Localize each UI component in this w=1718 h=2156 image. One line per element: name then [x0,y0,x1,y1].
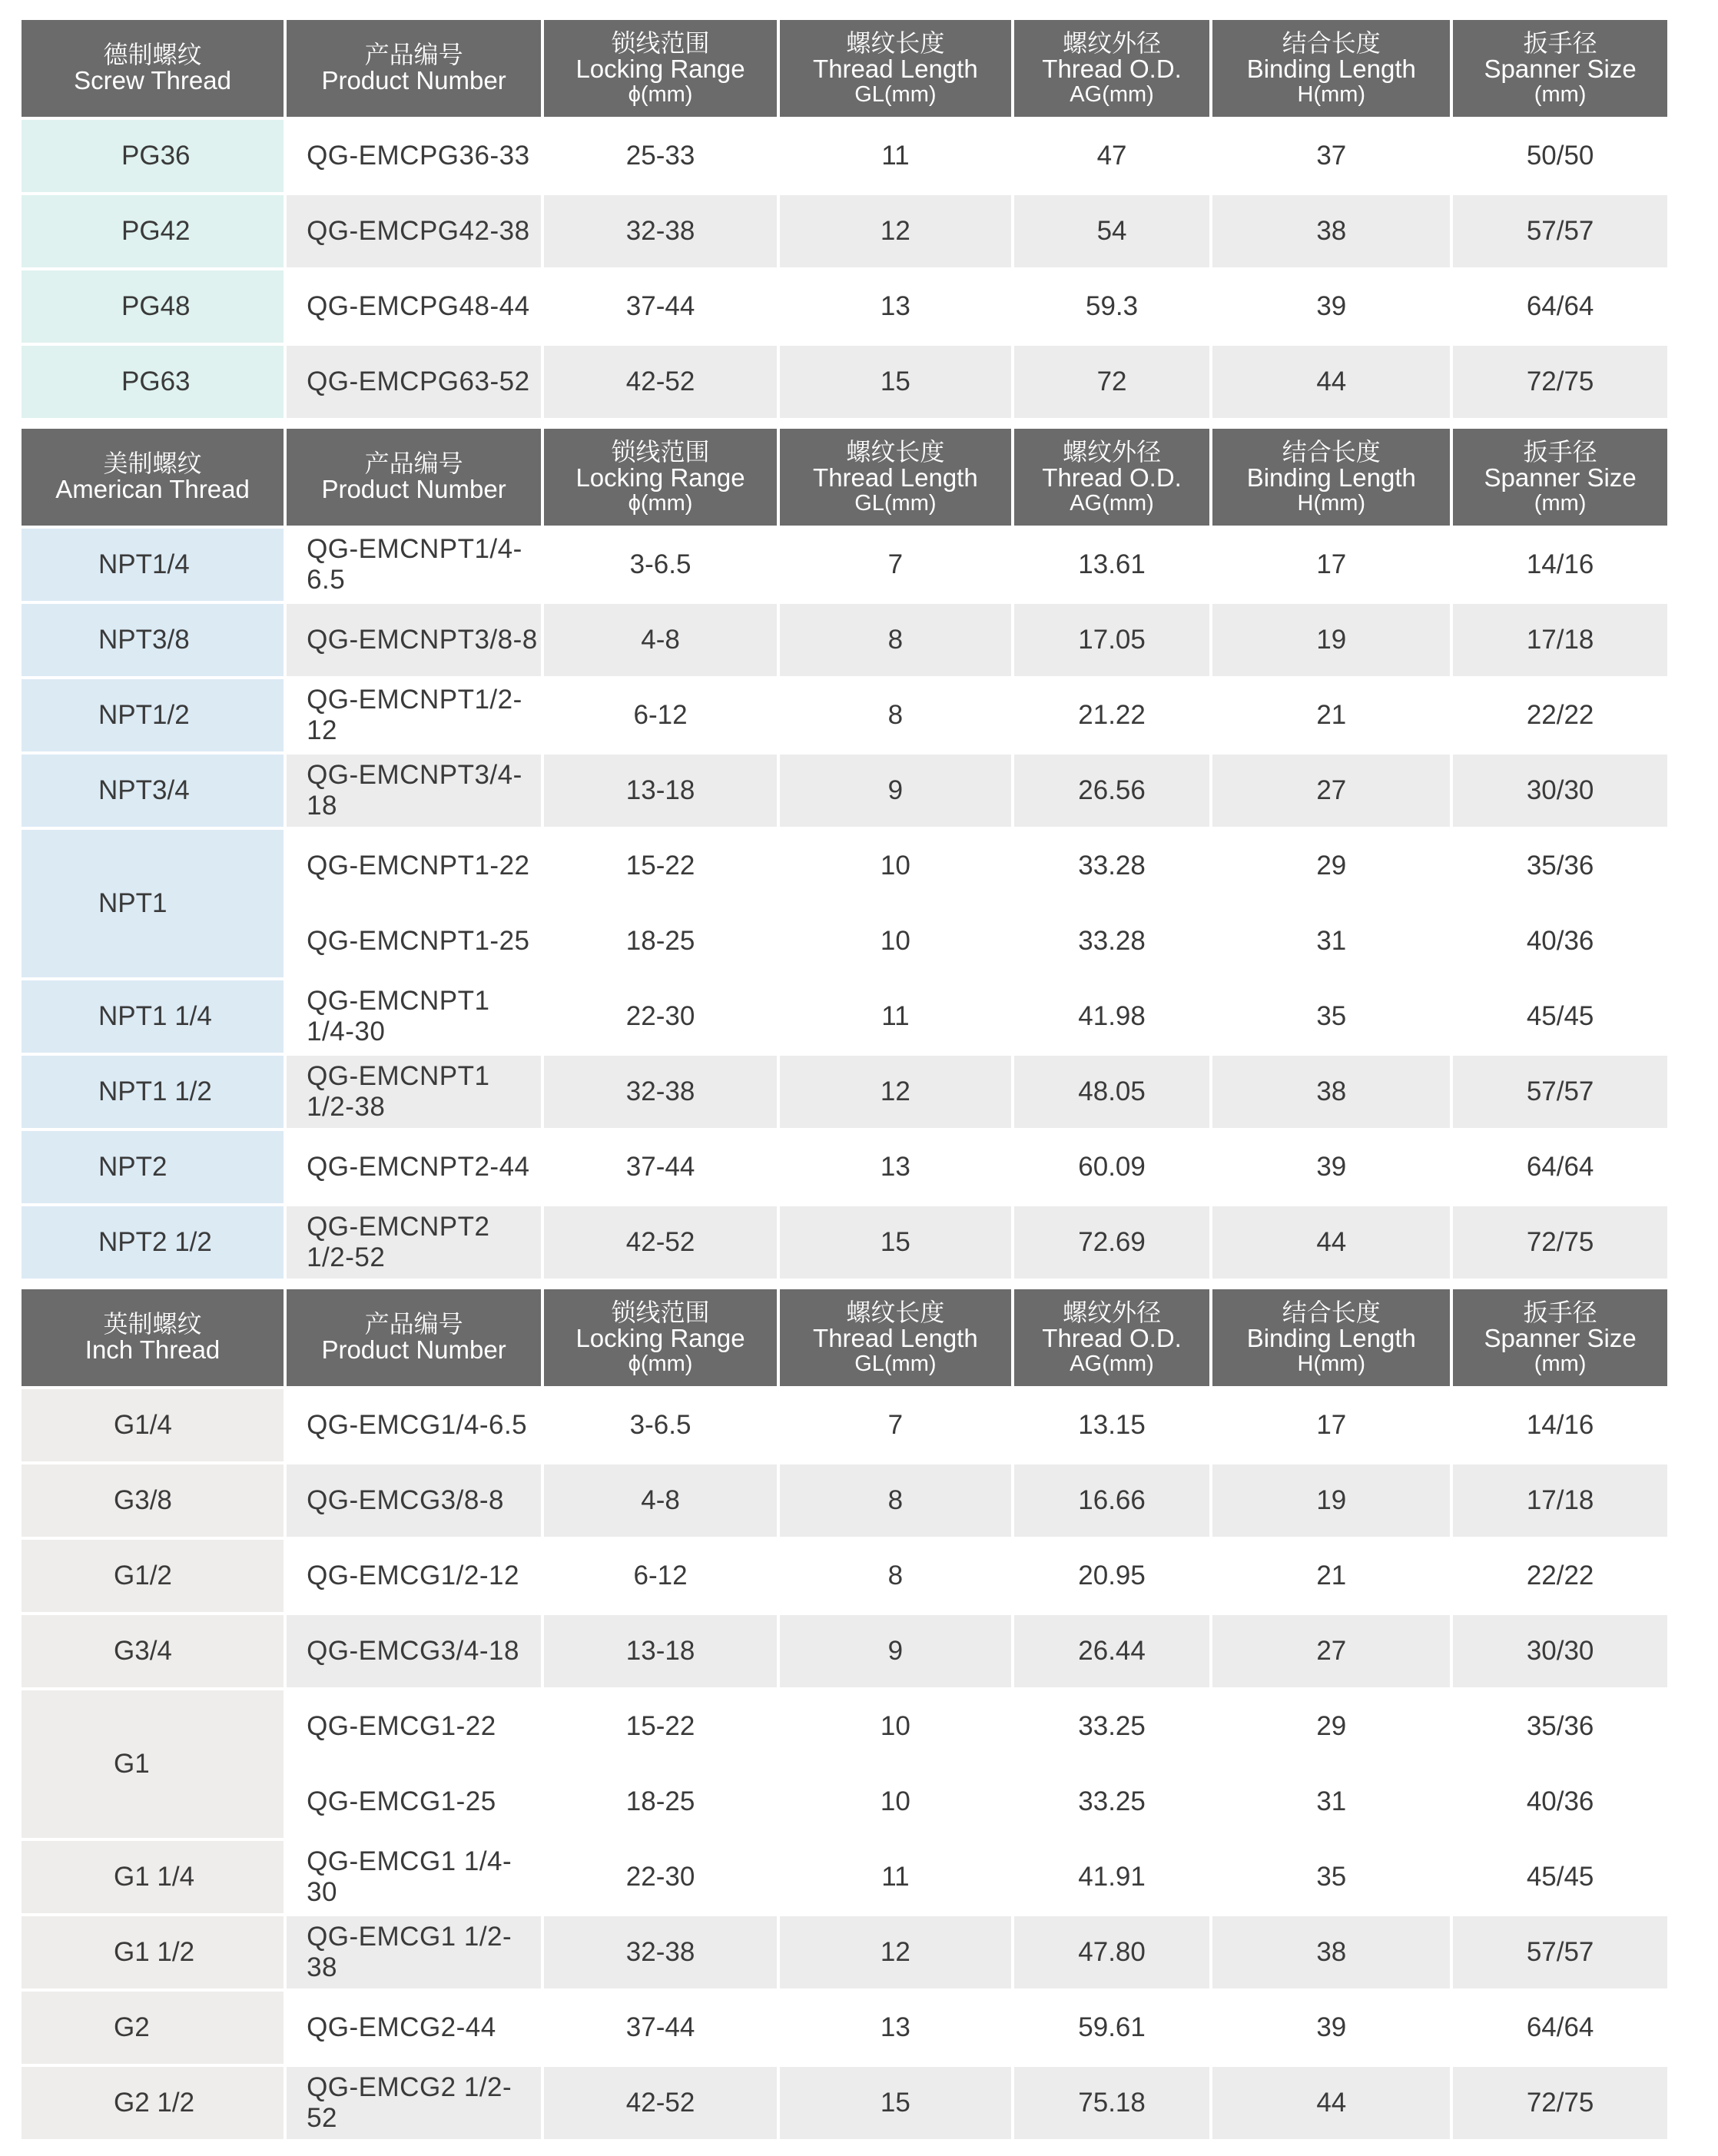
product-number-cell: QG-EMCNPT3/8-8 [287,604,541,676]
spanner-size-cell: 35/36 [1453,1690,1667,1763]
spanner-size-cell: 64/64 [1453,1131,1667,1203]
product-number-cell: QG-EMCNPT1-25 [287,905,541,977]
table-header-row [22,1289,1667,1386]
locking-range-cell: 37-44 [544,1131,777,1203]
binding-length-cell: 39 [1212,1992,1450,2064]
thread-od-cell: 60.09 [1014,1131,1210,1203]
thread-cell: NPT1 [22,830,284,977]
thread-od-cell: 26.56 [1014,755,1210,827]
thread-cell: G1/4 [22,1389,284,1461]
table-row [22,1615,1667,1687]
product-number-cell: QG-EMCG1-25 [287,1766,541,1838]
table-row [22,980,1667,1053]
locking-range-cell: 13-18 [544,755,777,827]
thread-od-cell: 17.05 [1014,604,1210,676]
table-row [22,270,1667,343]
product-number-cell: QG-EMCPG42-38 [287,195,541,267]
thread-cell: NPT2 [22,1131,284,1203]
spanner-size-cell: 40/36 [1453,905,1667,977]
thread-length-cell: 15 [780,2067,1011,2139]
thread-cell: G1 1/2 [22,1916,284,1988]
thread-od-cell: 26.44 [1014,1615,1210,1687]
binding-length-cell: 44 [1212,1206,1450,1279]
header-thread-length: 螺纹长度 Thread Length GL(mm) [780,20,1011,117]
spanner-size-cell: 45/45 [1453,1841,1667,1913]
locking-range-cell: 6-12 [544,679,777,751]
inch-thread-table [18,1286,1670,2142]
locking-range-cell: 42-52 [544,346,777,418]
thread-cell: NPT1 1/4 [22,980,284,1053]
table-row [22,1690,1667,1763]
table-row [22,346,1667,418]
header-spanner-size: 扳手径 Spanner Size (mm) [1453,20,1667,117]
thread-cell: G2 1/2 [22,2067,284,2139]
table-row [22,1056,1667,1128]
thread-od-cell: 48.05 [1014,1056,1210,1128]
thread-length-cell: 9 [780,755,1011,827]
table-row [22,120,1667,192]
thread-od-cell: 54 [1014,195,1210,267]
table-header-row [22,429,1667,526]
header-spanner-size: 扳手径 Spanner Size (mm) [1453,429,1667,526]
header-thread-type: 德制螺纹 Screw Thread [22,20,284,117]
product-number-cell: QG-EMCNPT2-44 [287,1131,541,1203]
spec-page [22,17,1667,2142]
thread-od-cell: 33.25 [1014,1766,1210,1838]
spanner-size-cell: 50/50 [1453,120,1667,192]
binding-length-cell: 44 [1212,346,1450,418]
thread-od-cell: 20.95 [1014,1540,1210,1612]
thread-od-cell: 59.3 [1014,270,1210,343]
thread-cell: NPT2 1/2 [22,1206,284,1279]
table-row [22,1841,1667,1913]
thread-od-cell: 33.25 [1014,1690,1210,1763]
product-number-cell: QG-EMCG1-22 [287,1690,541,1763]
spanner-size-cell: 72/75 [1453,2067,1667,2139]
thread-length-cell: 12 [780,195,1011,267]
product-number-cell: QG-EMCNPT3/4-18 [287,755,541,827]
table-row [22,679,1667,751]
table-row [22,1992,1667,2064]
thread-od-cell: 33.28 [1014,905,1210,977]
thread-cell: PG48 [22,270,284,343]
header-thread-type: 英制螺纹 Inch Thread [22,1289,284,1386]
thread-cell: PG63 [22,346,284,418]
spanner-size-cell: 22/22 [1453,679,1667,751]
header-product-number: 产品编号 Product Number [287,20,541,117]
product-number-cell: QG-EMCNPT1 1/2-38 [287,1056,541,1128]
spanner-size-cell: 57/57 [1453,195,1667,267]
american-thread-table [18,426,1670,1282]
header-product-number: 产品编号 Product Number [287,429,541,526]
table-row [22,830,1667,902]
thread-length-cell: 8 [780,679,1011,751]
spanner-size-cell: 17/18 [1453,1464,1667,1537]
thread-length-cell: 8 [780,1464,1011,1537]
thread-cell: PG42 [22,195,284,267]
spanner-size-cell: 30/30 [1453,755,1667,827]
thread-cell: NPT1/4 [22,529,284,601]
thread-length-cell: 10 [780,1690,1011,1763]
locking-range-cell: 22-30 [544,1841,777,1913]
table-row [22,755,1667,827]
locking-range-cell: 3-6.5 [544,529,777,601]
spanner-size-cell: 72/75 [1453,1206,1667,1279]
header-binding-length: 结合长度 Binding Length H(mm) [1212,429,1450,526]
spanner-size-cell: 45/45 [1453,980,1667,1053]
locking-range-cell: 18-25 [544,905,777,977]
thread-length-cell: 15 [780,1206,1011,1279]
locking-range-cell: 15-22 [544,830,777,902]
product-number-cell: QG-EMCG1 1/4-30 [287,1841,541,1913]
header-thread-od: 螺纹外径 Thread O.D. AG(mm) [1014,20,1210,117]
binding-length-cell: 37 [1212,120,1450,192]
thread-od-cell: 16.66 [1014,1464,1210,1537]
header-locking-range: 锁线范围 Locking Range ϕ(mm) [544,1289,777,1386]
thread-length-cell: 15 [780,346,1011,418]
thread-cell: NPT1/2 [22,679,284,751]
header-spanner-size: 扳手径 Spanner Size (mm) [1453,1289,1667,1386]
header-thread-od: 螺纹外径 Thread O.D. AG(mm) [1014,429,1210,526]
thread-length-cell: 11 [780,120,1011,192]
thread-cell: G1 [22,1690,284,1838]
binding-length-cell: 27 [1212,1615,1450,1687]
thread-length-cell: 9 [780,1615,1011,1687]
binding-length-cell: 29 [1212,1690,1450,1763]
binding-length-cell: 17 [1212,1389,1450,1461]
spanner-size-cell: 64/64 [1453,1992,1667,2064]
locking-range-cell: 3-6.5 [544,1389,777,1461]
product-number-cell: QG-EMCG3/4-18 [287,1615,541,1687]
binding-length-cell: 19 [1212,604,1450,676]
locking-range-cell: 6-12 [544,1540,777,1612]
thread-cell: G1/2 [22,1540,284,1612]
binding-length-cell: 27 [1212,755,1450,827]
header-thread-length: 螺纹长度 Thread Length GL(mm) [780,429,1011,526]
thread-length-cell: 8 [780,604,1011,676]
binding-length-cell: 38 [1212,195,1450,267]
locking-range-cell: 22-30 [544,980,777,1053]
spanner-size-cell: 17/18 [1453,604,1667,676]
thread-od-cell: 72.69 [1014,1206,1210,1279]
thread-od-cell: 47.80 [1014,1916,1210,1988]
product-number-cell: QG-EMCNPT1/2-12 [287,679,541,751]
product-number-cell: QG-EMCG1/4-6.5 [287,1389,541,1461]
locking-range-cell: 25-33 [544,120,777,192]
thread-od-cell: 33.28 [1014,830,1210,902]
thread-length-cell: 8 [780,1540,1011,1612]
locking-range-cell: 32-38 [544,195,777,267]
thread-cell: G2 [22,1992,284,2064]
binding-length-cell: 31 [1212,1766,1450,1838]
binding-length-cell: 35 [1212,980,1450,1053]
spanner-size-cell: 57/57 [1453,1916,1667,1988]
product-number-cell: QG-EMCPG48-44 [287,270,541,343]
thread-cell: NPT3/4 [22,755,284,827]
screw-thread-table [18,17,1670,421]
spanner-size-cell: 64/64 [1453,270,1667,343]
thread-cell: NPT1 1/2 [22,1056,284,1128]
spanner-size-cell: 72/75 [1453,346,1667,418]
binding-length-cell: 21 [1212,679,1450,751]
product-number-cell: QG-EMCNPT1 1/4-30 [287,980,541,1053]
table-row [22,1389,1667,1461]
locking-range-cell: 18-25 [544,1766,777,1838]
header-binding-length: 结合长度 Binding Length H(mm) [1212,20,1450,117]
binding-length-cell: 17 [1212,529,1450,601]
spanner-size-cell: 40/36 [1453,1766,1667,1838]
locking-range-cell: 4-8 [544,1464,777,1537]
thread-length-cell: 12 [780,1916,1011,1988]
thread-cell: G3/8 [22,1464,284,1537]
thread-length-cell: 13 [780,1992,1011,2064]
product-number-cell: QG-EMCNPT2 1/2-52 [287,1206,541,1279]
binding-length-cell: 29 [1212,830,1450,902]
table-row [22,1206,1667,1279]
table-header-row [22,20,1667,117]
thread-od-cell: 72 [1014,346,1210,418]
product-number-cell: QG-EMCPG63-52 [287,346,541,418]
product-number-cell: QG-EMCPG36-33 [287,120,541,192]
thread-cell: PG36 [22,120,284,192]
header-locking-range: 锁线范围 Locking Range ϕ(mm) [544,20,777,117]
header-binding-length: 结合长度 Binding Length H(mm) [1212,1289,1450,1386]
thread-length-cell: 10 [780,830,1011,902]
thread-od-cell: 41.91 [1014,1841,1210,1913]
spanner-size-cell: 14/16 [1453,1389,1667,1461]
binding-length-cell: 39 [1212,270,1450,343]
binding-length-cell: 44 [1212,2067,1450,2139]
thread-length-cell: 13 [780,270,1011,343]
header-thread-od: 螺纹外径 Thread O.D. AG(mm) [1014,1289,1210,1386]
table-row [22,1916,1667,1988]
thread-length-cell: 10 [780,905,1011,977]
table-row [22,529,1667,601]
thread-od-cell: 75.18 [1014,2067,1210,2139]
table-row [22,604,1667,676]
thread-length-cell: 11 [780,1841,1011,1913]
table-row [22,2067,1667,2139]
header-locking-range: 锁线范围 Locking Range ϕ(mm) [544,429,777,526]
spanner-size-cell: 14/16 [1453,529,1667,601]
binding-length-cell: 39 [1212,1131,1450,1203]
thread-length-cell: 10 [780,1766,1011,1838]
thread-od-cell: 21.22 [1014,679,1210,751]
locking-range-cell: 37-44 [544,270,777,343]
spanner-size-cell: 35/36 [1453,830,1667,902]
thread-od-cell: 59.61 [1014,1992,1210,2064]
thread-cell: G3/4 [22,1615,284,1687]
product-number-cell: QG-EMCNPT1/4-6.5 [287,529,541,601]
thread-length-cell: 7 [780,1389,1011,1461]
header-thread-length: 螺纹长度 Thread Length GL(mm) [780,1289,1011,1386]
locking-range-cell: 4-8 [544,604,777,676]
table-row [22,195,1667,267]
product-number-cell: QG-EMCG2-44 [287,1992,541,2064]
locking-range-cell: 13-18 [544,1615,777,1687]
binding-length-cell: 38 [1212,1916,1450,1988]
product-number-cell: QG-EMCG1/2-12 [287,1540,541,1612]
thread-od-cell: 41.98 [1014,980,1210,1053]
spanner-size-cell: 22/22 [1453,1540,1667,1612]
binding-length-cell: 38 [1212,1056,1450,1128]
locking-range-cell: 42-52 [544,2067,777,2139]
product-number-cell: QG-EMCG2 1/2-52 [287,2067,541,2139]
table-row [22,1540,1667,1612]
locking-range-cell: 15-22 [544,1690,777,1763]
thread-length-cell: 12 [780,1056,1011,1128]
binding-length-cell: 31 [1212,905,1450,977]
thread-od-cell: 47 [1014,120,1210,192]
table-row [22,1131,1667,1203]
thread-cell: G1 1/4 [22,1841,284,1913]
spanner-size-cell: 30/30 [1453,1615,1667,1687]
thread-length-cell: 7 [780,529,1011,601]
header-thread-type: 美制螺纹 American Thread [22,429,284,526]
product-number-cell: QG-EMCNPT1-22 [287,830,541,902]
header-product-number: 产品编号 Product Number [287,1289,541,1386]
thread-cell: NPT3/8 [22,604,284,676]
locking-range-cell: 32-38 [544,1056,777,1128]
product-number-cell: QG-EMCG1 1/2-38 [287,1916,541,1988]
binding-length-cell: 21 [1212,1540,1450,1612]
binding-length-cell: 35 [1212,1841,1450,1913]
thread-od-cell: 13.61 [1014,529,1210,601]
product-number-cell: QG-EMCG3/8-8 [287,1464,541,1537]
locking-range-cell: 32-38 [544,1916,777,1988]
locking-range-cell: 37-44 [544,1992,777,2064]
thread-length-cell: 13 [780,1131,1011,1203]
thread-od-cell: 13.15 [1014,1389,1210,1461]
table-row [22,1464,1667,1537]
thread-length-cell: 11 [780,980,1011,1053]
spanner-size-cell: 57/57 [1453,1056,1667,1128]
binding-length-cell: 19 [1212,1464,1450,1537]
locking-range-cell: 42-52 [544,1206,777,1279]
